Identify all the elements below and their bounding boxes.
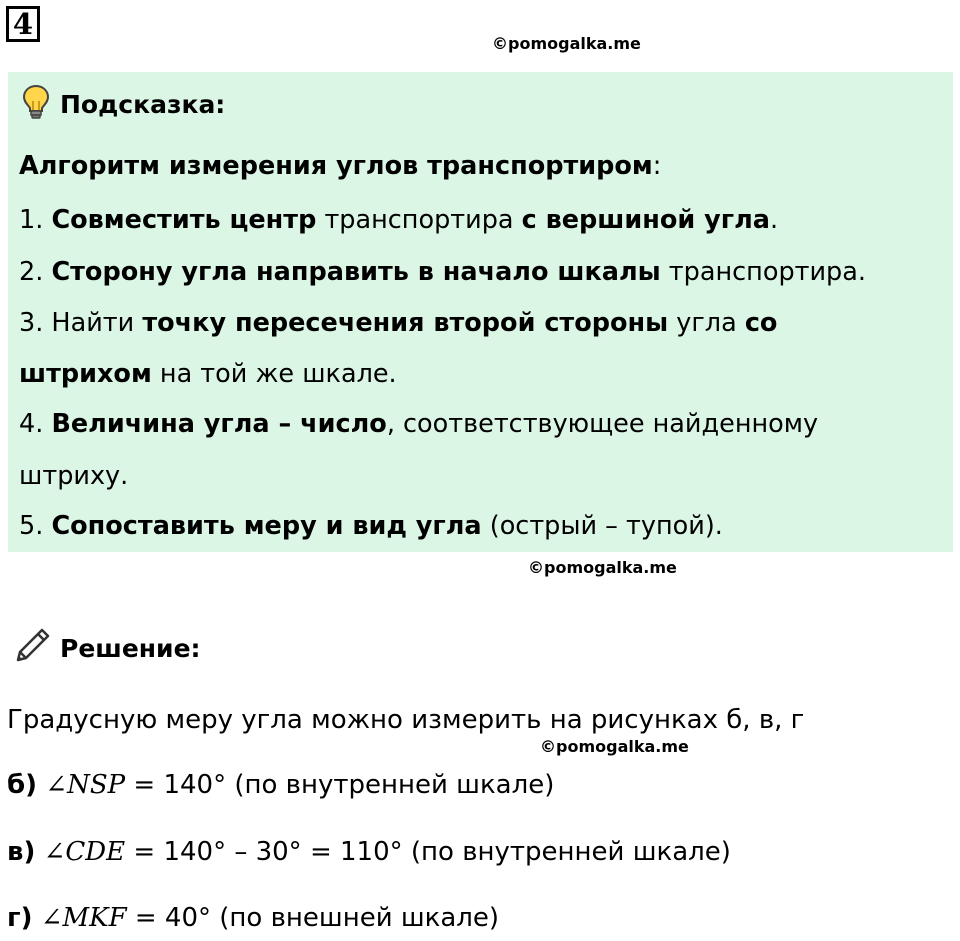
hint-title: Подсказка:: [60, 89, 226, 119]
step-3-cont: штрихом на той же шкале.: [19, 359, 397, 389]
watermark: ©pomogalka.me: [492, 34, 641, 53]
lightbulb-icon: [22, 84, 50, 124]
step-4-cont: штриху.: [19, 461, 129, 491]
step-5: 5. Сопоставить меру и вид угла (острый – тупой).: [19, 511, 723, 541]
answer-b: б) ∠NSP = 140° (по внутренней шкале): [7, 770, 555, 800]
watermark: ©pomogalka.me: [528, 558, 677, 577]
hint-header: [22, 86, 225, 122]
step-1: 1. Совместить центр транспортира с вершиной угла.: [19, 205, 779, 235]
answer-v: в) ∠CDE = 140° – 30° = 110° (по внутренней шкале): [7, 837, 731, 867]
solution-intro: Градусную меру угла можно измерить на рисунках б, в, г: [7, 705, 805, 735]
solution-title: Решение:: [60, 633, 201, 663]
task-number: 4: [6, 6, 40, 42]
step-4: 4. Величина угла – число, соответствующее найденному: [19, 409, 819, 439]
step-3: 3. Найти точку пересечения второй стороны угла со: [19, 308, 778, 338]
pencil-icon: [10, 626, 52, 670]
solution-header: [10, 628, 201, 668]
step-2: 2. Сторону угла направить в начало шкалы транспортира.: [19, 257, 866, 287]
answer-g: г) ∠MKF = 40° (по внешней шкале): [7, 903, 500, 933]
algorithm-title: Алгоритм измерения углов транспортиром:: [19, 151, 662, 181]
hint-box: [8, 72, 953, 552]
watermark: ©pomogalka.me: [540, 737, 689, 756]
